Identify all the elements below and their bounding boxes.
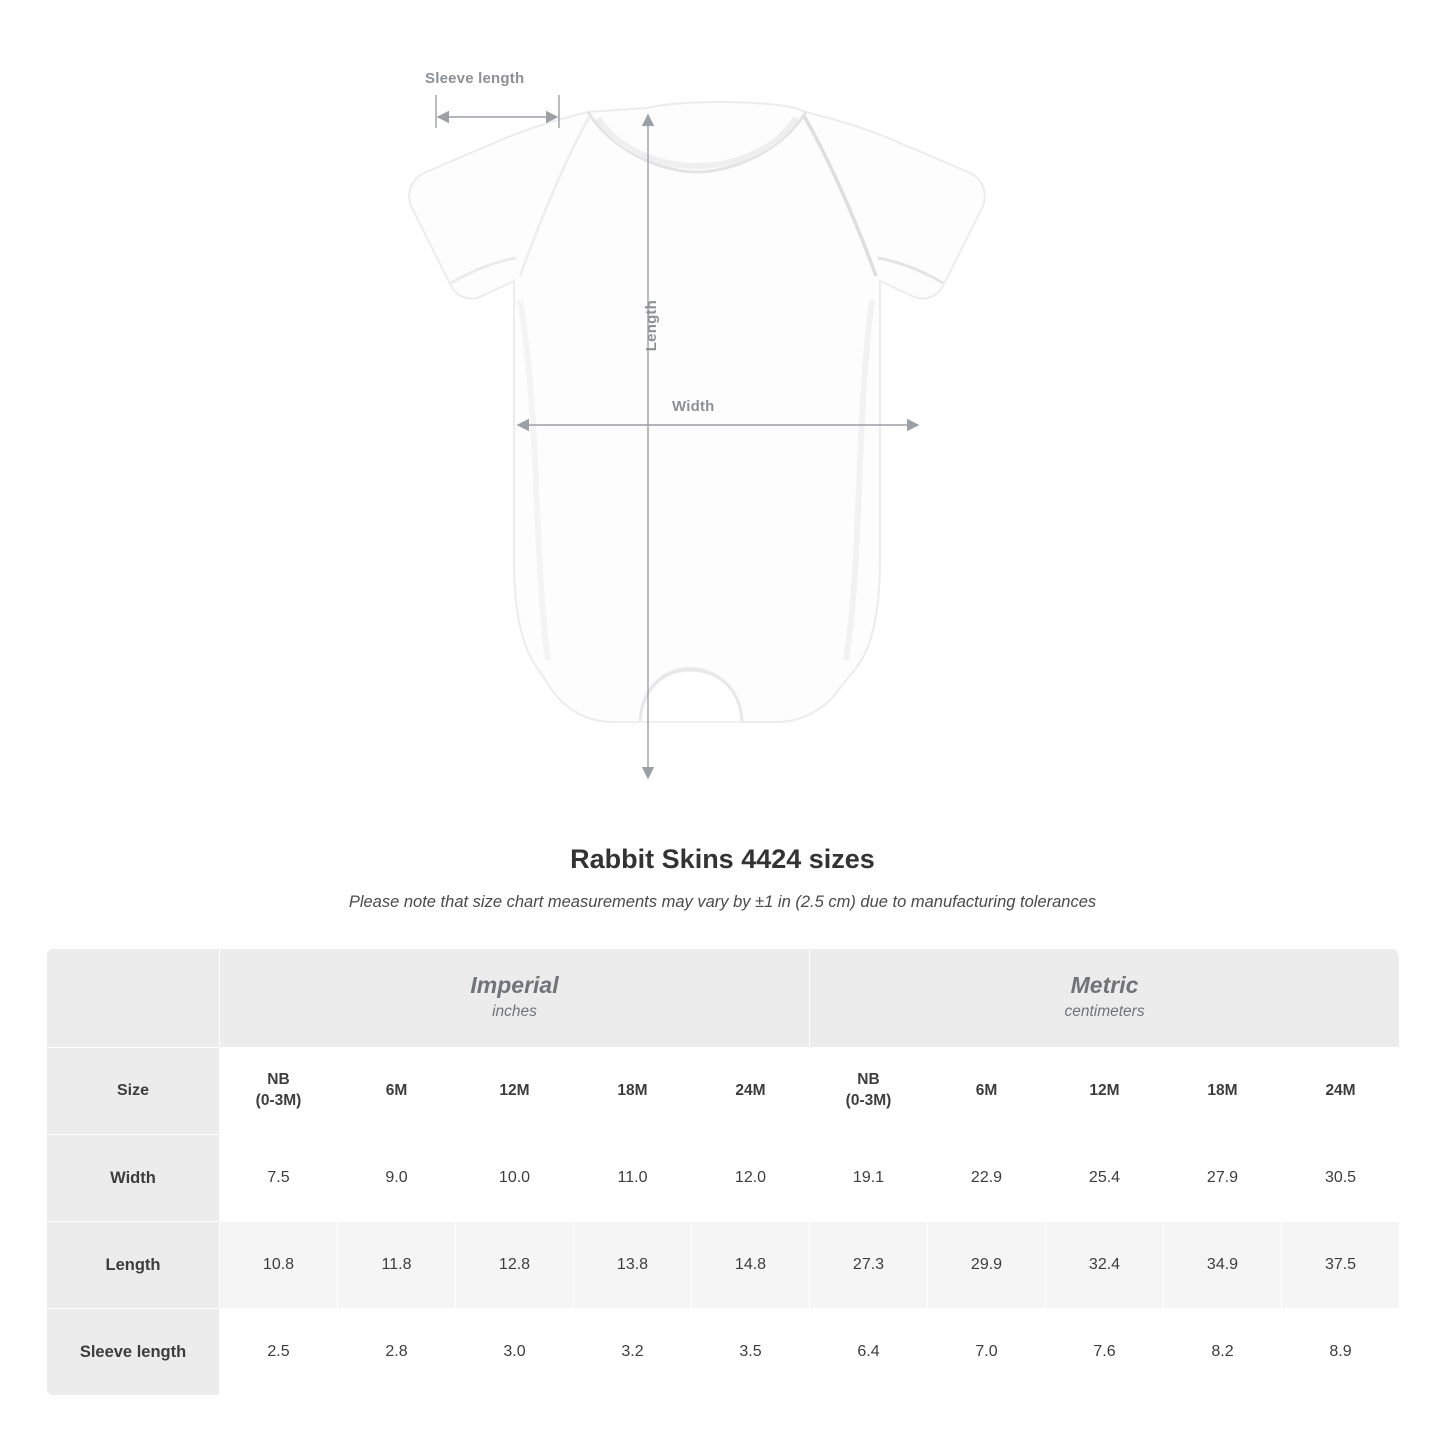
- cell-length-0: 10.8: [220, 1222, 338, 1309]
- cell-sleeve-5: 6.4: [810, 1309, 928, 1396]
- cell-sleeve-8: 8.2: [1164, 1309, 1282, 1396]
- cell-length-7: 32.4: [1046, 1222, 1164, 1309]
- col-header-9: [1282, 1048, 1400, 1135]
- table-row: [47, 1135, 1400, 1222]
- col-header-0-line2: (0-3M): [255, 1092, 302, 1109]
- cell-width-4: 12.0: [692, 1135, 810, 1222]
- cell-width-2: 10.0: [456, 1135, 574, 1222]
- length-label: Length: [643, 300, 660, 352]
- col-header-2-line1: 12M: [499, 1081, 530, 1099]
- unit-group-metric-name: Metric: [1070, 972, 1139, 999]
- cell-width-6: 22.9: [928, 1135, 1046, 1222]
- cell-width-8: 27.9: [1164, 1135, 1282, 1222]
- col-header-9-line1: 24M: [1325, 1081, 1356, 1099]
- cell-sleeve-1: 2.8: [338, 1309, 456, 1396]
- cell-sleeve-6: 7.0: [928, 1309, 1046, 1396]
- cell-width-0: 7.5: [220, 1135, 338, 1222]
- col-header-3: [574, 1048, 692, 1135]
- cell-sleeve-4: 3.5: [692, 1309, 810, 1396]
- col-header-5: [810, 1048, 928, 1135]
- cell-width-7: 25.4: [1046, 1135, 1164, 1222]
- col-header-0: [220, 1048, 338, 1135]
- cell-length-5: 27.3: [810, 1222, 928, 1309]
- unit-header-corner: [47, 949, 220, 1048]
- col-header-6-line1: 6M: [975, 1081, 998, 1099]
- sleeve-length-dimension: [436, 95, 559, 128]
- cell-length-6: 29.9: [928, 1222, 1046, 1309]
- tolerance-note: Please note that size chart measurements may vary by ±1 in (2.5 cm) due to manufacturing tolerances: [348, 893, 1097, 911]
- sleeve-length-label: Sleeve length: [425, 70, 525, 87]
- col-header-5-line2: (0-3M): [845, 1092, 892, 1109]
- col-header-1: [338, 1048, 456, 1135]
- col-header-8-line1: 18M: [1207, 1081, 1238, 1099]
- col-header-7-line1: 12M: [1089, 1081, 1120, 1099]
- unit-group-imperial-sub: inches: [492, 1002, 537, 1020]
- col-header-4-line1: 24M: [735, 1081, 766, 1099]
- cell-width-9: 30.5: [1282, 1135, 1400, 1222]
- cell-length-9: 37.5: [1282, 1222, 1400, 1309]
- cell-sleeve-9: 8.9: [1282, 1309, 1400, 1396]
- cell-sleeve-0: 2.5: [220, 1309, 338, 1396]
- col-header-5-line1: NB: [857, 1071, 880, 1089]
- cell-sleeve-7: 7.6: [1046, 1309, 1164, 1396]
- col-header-7: [1046, 1048, 1164, 1135]
- size-header-row: [47, 1048, 1400, 1135]
- size-table-container: [46, 948, 1399, 1396]
- size-table: [46, 948, 1399, 1396]
- cell-length-8: 34.9: [1164, 1222, 1282, 1309]
- col-header-2: [456, 1048, 574, 1135]
- unit-group-metric-sub: centimeters: [1064, 1002, 1145, 1020]
- cell-sleeve-3: 3.2: [574, 1309, 692, 1396]
- unit-header-row: [47, 949, 1400, 1048]
- col-header-0-line1: NB: [267, 1071, 290, 1089]
- row-label-length: Length: [47, 1222, 220, 1309]
- cell-sleeve-2: 3.0: [456, 1309, 574, 1396]
- row-label-width: Width: [47, 1135, 220, 1222]
- table-row: [47, 1309, 1400, 1396]
- cell-width-3: 11.0: [574, 1135, 692, 1222]
- width-label: Width: [672, 398, 715, 415]
- cell-length-1: 11.8: [338, 1222, 456, 1309]
- unit-group-imperial: [220, 949, 810, 1048]
- cell-width-5: 19.1: [810, 1135, 928, 1222]
- page-title: Rabbit Skins 4424 sizes: [570, 844, 875, 874]
- col-header-4: [692, 1048, 810, 1135]
- row-label-sleeve-length: Sleeve length: [47, 1309, 220, 1396]
- col-header-1-line1: 6M: [385, 1081, 408, 1099]
- col-header-6: [928, 1048, 1046, 1135]
- table-row: [47, 1222, 1400, 1309]
- col-header-3-line1: 18M: [617, 1081, 648, 1099]
- cell-length-4: 14.8: [692, 1222, 810, 1309]
- unit-group-imperial-name: Imperial: [470, 972, 559, 999]
- cell-length-2: 12.8: [456, 1222, 574, 1309]
- title-block: [0, 844, 1445, 912]
- unit-group-metric: [810, 949, 1400, 1048]
- col-header-8: [1164, 1048, 1282, 1135]
- size-corner-label: Size: [47, 1048, 220, 1135]
- cell-width-1: 9.0: [338, 1135, 456, 1222]
- cell-length-3: 13.8: [574, 1222, 692, 1309]
